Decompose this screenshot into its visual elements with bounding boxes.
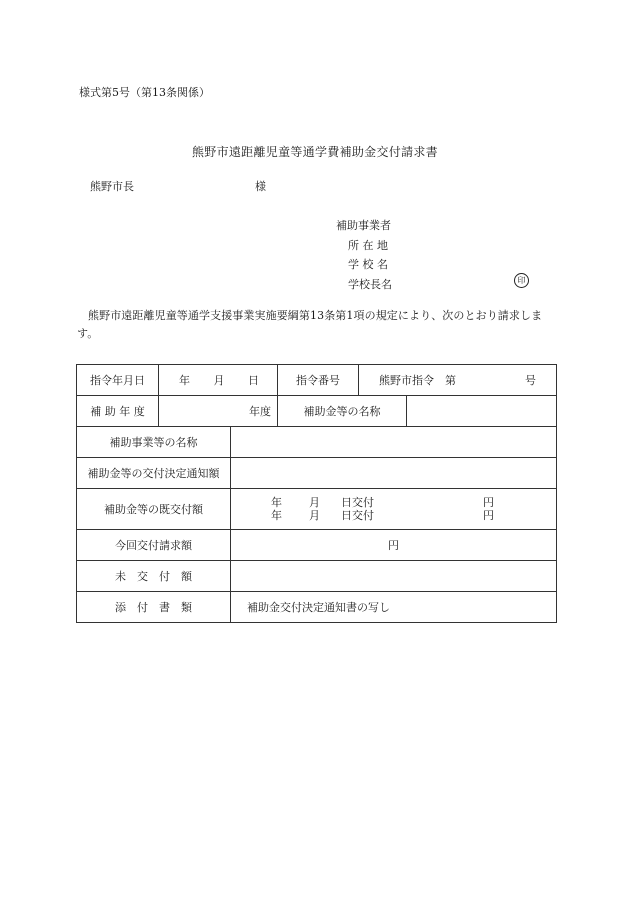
honorific: 様 — [255, 180, 266, 193]
paid-month-mark: 月 — [309, 509, 320, 522]
decision-notice-value — [231, 458, 557, 489]
attachment-value: 補助金交付決定通知書の写し — [231, 592, 557, 623]
order-number-label: 指令番号 — [278, 365, 359, 396]
school-name-label: 学 校 名 — [348, 258, 388, 271]
request-form-table — [76, 364, 557, 623]
paid-year-mark: 年 — [271, 495, 282, 509]
applicant-heading: 補助事業者 — [336, 219, 391, 232]
form-number: 様式第5号（第13条関係） — [79, 86, 210, 99]
addressee: 熊野市長 — [90, 180, 134, 193]
project-name-value — [231, 427, 557, 458]
paid-day-mark: 日交付 — [341, 495, 374, 509]
year-mark: 年 — [179, 374, 190, 387]
current-request-value — [231, 530, 557, 561]
subsidy-name-label: 補助金等の名称 — [278, 396, 407, 427]
subsidy-name-value — [407, 396, 557, 427]
yen-mark: 円 — [483, 509, 494, 522]
seal-mark: 印 — [514, 273, 529, 288]
order-number-value — [359, 365, 557, 396]
paid-line-2 — [271, 509, 556, 523]
paid-month-mark: 月 — [309, 495, 320, 509]
principal-name-label: 学校長名 — [348, 277, 392, 291]
order-prefix: 熊野市指令 第 — [379, 374, 456, 387]
order-date-label: 指令年月日 — [77, 365, 159, 396]
yen-mark: 円 — [483, 495, 494, 509]
document-title: 熊野市遠距離児童等通学費補助金交付請求書 — [191, 145, 438, 159]
fiscal-year-suffix: 年度 — [249, 405, 271, 418]
paid-line-1 — [271, 496, 556, 510]
applicant-block — [336, 216, 392, 294]
month-mark: 月 — [213, 374, 225, 387]
attachment-label: 添 付 書 類 — [77, 592, 231, 623]
decision-notice-label: 補助金等の交付決定通知額 — [77, 458, 231, 489]
current-request-label: 今回交付請求額 — [77, 530, 231, 561]
paid-year-mark: 年 — [271, 509, 282, 522]
yen-mark: 円 — [388, 539, 399, 552]
number-mark: 号 — [525, 374, 536, 387]
paid-day-mark: 日交付 — [341, 509, 374, 522]
already-paid-label: 補助金等の既交付額 — [77, 489, 231, 530]
unpaid-label: 未 交 付 額 — [77, 561, 231, 592]
unpaid-value — [231, 561, 557, 592]
fiscal-year-value — [159, 396, 278, 427]
address-label: 所 在 地 — [348, 238, 388, 252]
day-mark: 日 — [248, 374, 259, 387]
order-date-value — [159, 365, 278, 396]
project-name-label: 補助事業等の名称 — [77, 427, 231, 458]
request-statement: 熊野市遠距離児童等通学支援事業実施要綱第13条第1項の規定により、次のとおり請求します。 — [77, 309, 543, 340]
already-paid-value — [231, 489, 557, 530]
fiscal-year-label: 補 助 年 度 — [77, 396, 159, 427]
